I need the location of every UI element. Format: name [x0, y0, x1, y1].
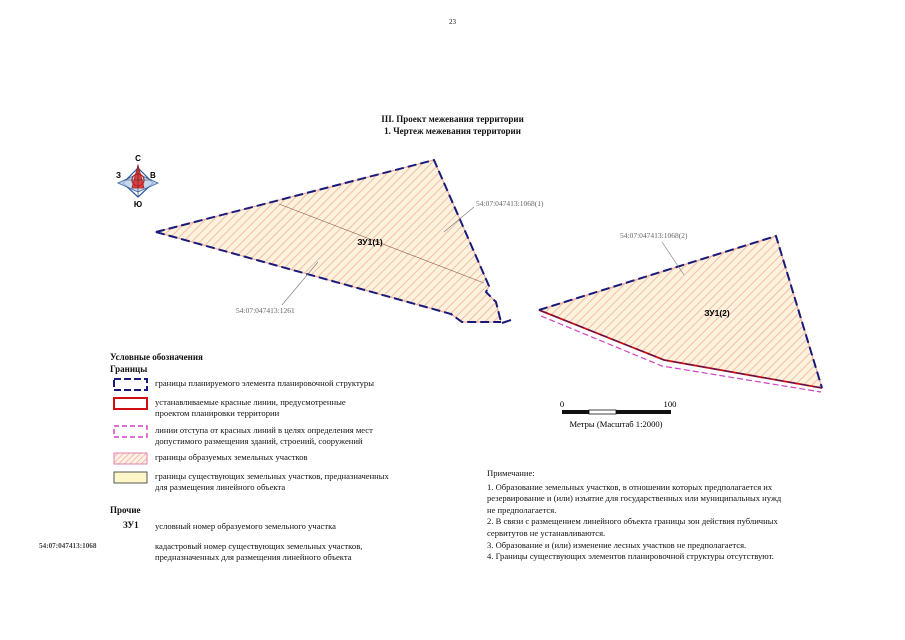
- legend-label: устанавливаемые красные линии, предусмотренные проектом планировки территории: [155, 397, 346, 418]
- page-subtitle: 1. Чертеж межевания территории: [384, 126, 521, 136]
- scale-max: 100: [663, 399, 677, 409]
- cadastral-label: 54:07:047413:1068(1): [476, 199, 544, 208]
- legend-symbol: [113, 378, 149, 392]
- boundary-connector: [502, 320, 511, 323]
- compass-east: В: [150, 171, 156, 180]
- scale-caption: Метры (Масштаб 1:2000): [569, 419, 663, 429]
- legend-other-desc: условный номер образуемого земельного участка: [155, 521, 336, 531]
- legend-symbol: [113, 471, 149, 485]
- legend-label: границы образуемых земельных участков: [155, 452, 308, 462]
- legend-item-planning-boundary: [113, 378, 473, 398]
- note-line: резервирование и (или) изъятие для государственных или муниципальных нужд: [487, 493, 782, 504]
- notes-block: [487, 468, 867, 563]
- notes-heading: Примечание:: [487, 468, 535, 478]
- legend-heading: Условные обозначения: [110, 352, 203, 362]
- scale-zero: 0: [559, 399, 565, 409]
- compass-south: Ю: [133, 200, 143, 209]
- scale-bar: [560, 399, 677, 429]
- legend-item-red-lines: [113, 397, 473, 417]
- parcel-label: ЗУ1(1): [357, 237, 383, 247]
- legend-other-heading: Прочие: [110, 505, 141, 515]
- legend-item-existing-parcels: [113, 471, 473, 491]
- parcel-zu1-1: [156, 160, 501, 322]
- compass-north: С: [135, 154, 141, 163]
- legend-item-new-parcels: [113, 452, 473, 472]
- legend-label: границы существующих земельных участков, предназначенных для размещения линейного объекта: [155, 471, 389, 492]
- legend-other-key: 54:07:047413:1068: [39, 542, 97, 550]
- note-line: 4. Границы существующих элементов планировочной структуры отсутствуют.: [487, 551, 774, 562]
- legend-symbol: [113, 425, 149, 439]
- note-line: 3. Образование и (или) изменение лесных участков не предполагается.: [487, 539, 747, 550]
- parcel-zu1-2: [539, 236, 822, 392]
- page-title: III. Проект межевания территории: [381, 114, 524, 124]
- note-line: сервитутов не устанавливаются.: [487, 527, 606, 538]
- legend-other-desc: кадастровый номер существующих земельных участков, предназначенных для размещения линейного объекта: [155, 541, 363, 562]
- legend-label: линии отступа от красных линий в целях определения мест допустимого размещения зданий, строений, сооружений: [155, 425, 373, 446]
- legend-item-setback-lines: [113, 425, 473, 445]
- note-line: 1. Образование земельных участков, в отношении которых предполагается их: [487, 481, 773, 492]
- legend-symbol: [113, 452, 149, 466]
- cadastral-label: 54:07:047413:1068(2): [620, 231, 688, 240]
- compass-west: З: [115, 171, 121, 180]
- legend-subheading: Границы: [110, 364, 148, 374]
- parcel-label: ЗУ1(2): [704, 308, 730, 318]
- legend-label: границы планируемого элемента планировочной структуры: [155, 378, 374, 388]
- legend-other-key: ЗУ1: [123, 520, 139, 530]
- note-line: не предполагается.: [487, 504, 557, 515]
- cadastral-label: 54:07:047413:1261: [236, 306, 295, 315]
- note-line: 2. В связи с размещением линейного объекта границы зон действия публичных: [487, 516, 778, 527]
- page-number: 23: [449, 18, 456, 26]
- compass-rose: [116, 154, 158, 209]
- legend-symbol: [113, 397, 149, 411]
